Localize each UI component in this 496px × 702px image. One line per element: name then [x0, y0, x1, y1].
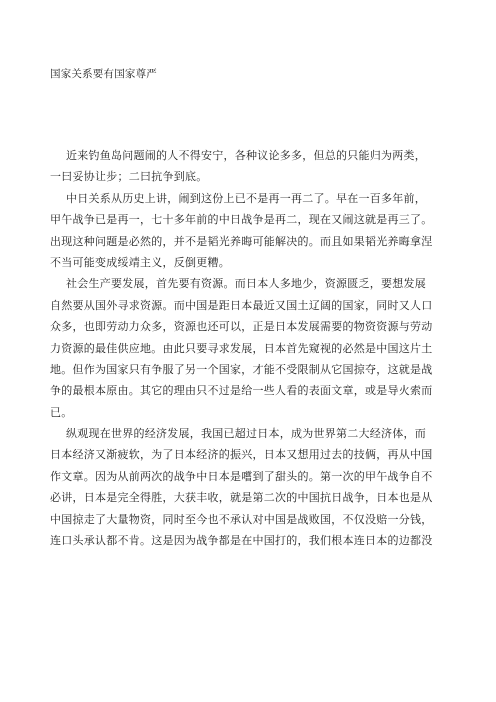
paragraph-line: 出现这种问题是必然的，并不是韬光养晦可能解决的。而且如果韬光养晦拿涅 [50, 234, 433, 248]
paragraph-first-line: 近来钓鱼岛问题闹的人不得安宁，各种议论多多，但总的只能归为两类， [66, 149, 426, 162]
paragraph-line: 中国掠走了大量物资，同时至今也不承认对中国是战败国，不仅没赔一分钱， [50, 512, 433, 526]
document-title: 国家关系要有国家尊严 [50, 68, 157, 80]
paragraph-first-line: 纵观现在世界的经济发展，我国已超过日本，成为世界第二大经济体，而 [66, 427, 426, 441]
paragraph-line: 日本经济又渐疲软，为了日本经济的振兴，日本又想用过去的技俩，再从中国 [50, 448, 433, 462]
paragraph-line: 不当可能变成绥靖主义，反倒更糟。 [50, 255, 230, 269]
paragraph-line: 众多，也即劳动力众多，资源也还可以，正是日本发展需要的物资资源与劳动 [50, 320, 433, 334]
paragraph-line: 自然要从国外寻求资源。而中国是距日本最近又国土辽阔的国家，同时又人口 [50, 298, 433, 312]
paragraph-line: 甲午战争已是再一，七十多年前的中日战争是再二，现在又闹这就是再三了。 [50, 213, 433, 227]
paragraph-first-line: 中日关系从历史上讲，闹到这份上已不是再一再二了。早在一百多年前， [66, 191, 426, 205]
paragraph-line: 连口头承认都不肯。这是因为战争都是在中国打的，我们根本连日本的边都没 [50, 534, 433, 548]
paragraph-line: 一曰妥协让步；二曰抗争到底。 [50, 170, 208, 184]
paragraph-line: 地。但作为国家只有争服了另一个国家，才能不受限制从它国掠夺，这就是战 [50, 362, 433, 376]
paragraph-line: 已。 [50, 405, 73, 419]
document-body [50, 145, 446, 551]
paragraph-line: 作文章。因为从前两次的战争中日本是嚐到了甜头的。第一次的甲午战争自不 [50, 469, 433, 483]
paragraph-line: 争的最根本原由。其它的理由只不过是给一些人看的表面文章，或是导火索而 [50, 384, 433, 398]
paragraph-line: 必讲，日本是完全得胜，大获丰收，就是第二次的中国抗日战争，日本也是从 [50, 491, 433, 505]
paragraph-first-line: 社会生产要发展，首先要有资源。而日本人多地少，资源匮乏，要想发展 [66, 277, 426, 291]
paragraph-line: 力资源的最佳供应地。由此只要寻求发展，日本首先窥视的必然是中国这片土 [50, 341, 433, 355]
